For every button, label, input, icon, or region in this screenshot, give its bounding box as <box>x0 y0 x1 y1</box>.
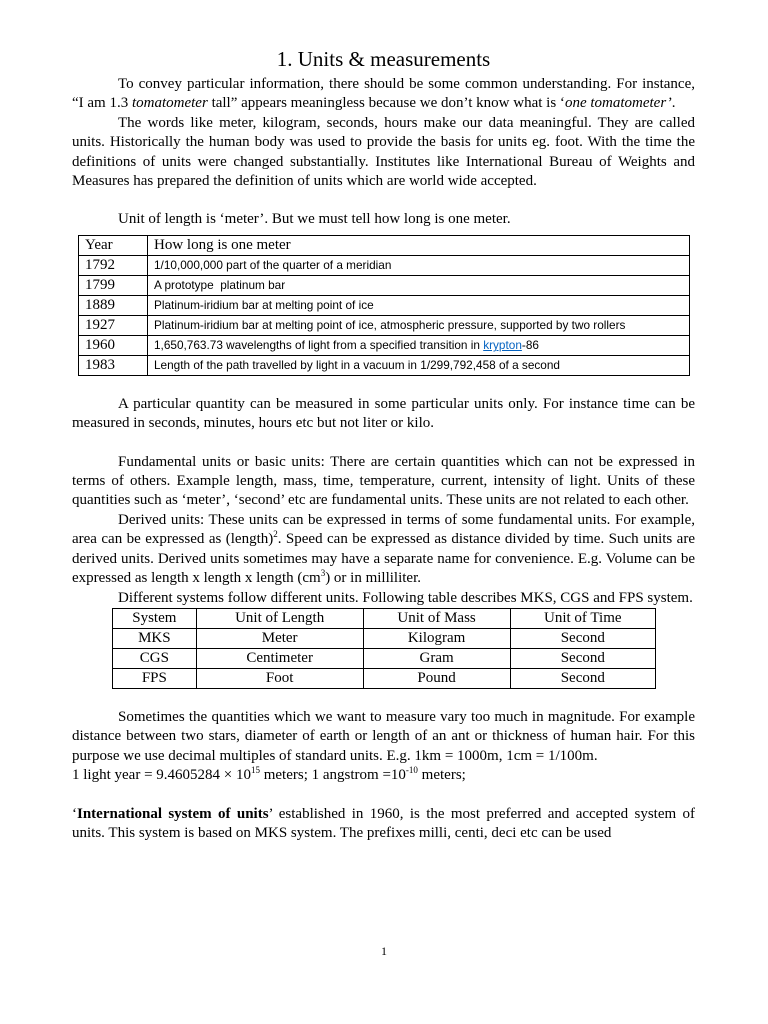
table-cell: Kilogram <box>363 628 510 648</box>
spacer <box>72 434 695 453</box>
spacer <box>72 376 695 395</box>
paragraph-units: The words like meter, kilogram, seconds, hours make our data meaningful. They are called units. Historically the human body was used to provide the basis for units eg. foot. With the time the definitions of units were changed substantially. Institutes like International Bureau of Weights and Measures has prepared the definition of units which are world wide accepted. <box>72 114 695 190</box>
paragraph-derived-units <box>72 511 695 589</box>
definition-cell: Platinum-iridium bar at melting point of ice <box>148 295 690 315</box>
table-cell: CGS <box>113 648 197 668</box>
paragraph-intro <box>72 75 695 114</box>
paragraph-light-year <box>72 766 695 785</box>
text-span: 1 light year = 9.4605284 × 10 <box>72 767 251 784</box>
text-span: meters; <box>417 767 466 784</box>
table-row <box>79 355 690 375</box>
spacer <box>72 786 695 805</box>
text-span: meters; 1 angstrom =10 <box>259 767 406 784</box>
paragraph-si-units <box>72 805 695 844</box>
text-span: 1,650,763.73 wavelengths of light from a specified transition in <box>154 338 484 353</box>
text-span: To convey particular information, there should be some common understanding. For instance, “I am 1.3 <box>72 76 695 112</box>
superscript: 3 <box>320 568 326 579</box>
table-cell: Meter <box>196 628 363 648</box>
table-row <box>79 255 690 275</box>
paragraph-systems: Different systems follow different units. Following table describes MKS, CGS and FPS system. <box>118 589 693 606</box>
bold-text: International system of units <box>77 805 269 822</box>
table-cell: Second <box>510 648 655 668</box>
text-span: Derived units: These units can be expressed in terms of some fundamental units. For example, area can be expressed as (length) <box>72 511 695 548</box>
spacer <box>72 191 695 210</box>
table-cell: MKS <box>113 628 197 648</box>
table-header-cell: Unit of Time <box>510 608 655 628</box>
year-cell: 1799 <box>79 275 148 295</box>
year-cell: 1983 <box>79 355 148 375</box>
table-row <box>79 295 690 315</box>
table-cell: Gram <box>363 648 510 668</box>
superscript: 2 <box>273 529 278 540</box>
document-page <box>72 46 695 843</box>
definition-cell <box>148 335 690 355</box>
superscript: -10 <box>405 765 418 776</box>
year-cell: 1889 <box>79 295 148 315</box>
text-span: tall” appears meaningless because we don’t know what is ‘ <box>207 95 565 112</box>
table-row <box>79 335 690 355</box>
paragraph-fundamental-units: Fundamental units or basic units: There are certain quantities which can not be expressed in terms of others. Example length, mass, time, temperature, current, intensity of light. Units of these quantities such as ‘meter’, ‘second’ etc are fundamental units. These units are not related to each other. <box>72 453 695 509</box>
definition-cell: Platinum-iridium bar at melting point of ice, atmospheric pressure, supported by two rollers <box>148 315 690 335</box>
table-cell: Second <box>510 668 655 688</box>
unit-systems-table <box>112 608 656 689</box>
text-span: . Speed can be expressed as distance divided by time. Such units are derived units. Derived units sometimes may have a separate name for convenience. E.g. Volume can be expressed as length x length x length (cm <box>72 531 695 587</box>
text-span: -86 <box>521 338 539 353</box>
table-row <box>113 668 656 688</box>
table-header-row <box>79 235 690 255</box>
table-cell: Foot <box>196 668 363 688</box>
meter-history-table <box>78 235 690 376</box>
definition-cell: A prototype platinum bar <box>148 275 690 295</box>
table-header-cell: Unit of Mass <box>363 608 510 628</box>
table-cell: Second <box>510 628 655 648</box>
paragraph-meter: Unit of length is ‘meter’. But we must tell how long is one meter. <box>118 211 511 228</box>
emphasis-text: tomatometer <box>131 95 208 112</box>
table-row <box>79 275 690 295</box>
text-span: ’ established in 1960, is the most preferred and accepted system of units. This system is based on MKS system. The prefixes milli, centi, deci etc can be used <box>72 805 695 841</box>
paragraph-quantity: A particular quantity can be measured in some particular units only. For instance time can be measured in seconds, minutes, hours etc but not liter or kilo. <box>72 395 695 432</box>
table-header-cell: Year <box>79 235 148 255</box>
paragraph-magnitude: Sometimes the quantities which we want to measure vary too much in magnitude. For example distance between two stars, diameter of earth or length of an ant or thickness of human hair. For this purpose we use decimal multiples of standard units. E.g. 1km = 1000m, 1cm = 1/100m. <box>72 708 695 764</box>
text-span: ) or in milliliter. <box>325 570 422 587</box>
page-number: 1 <box>381 944 387 958</box>
table-row <box>113 648 656 668</box>
table-row <box>79 315 690 335</box>
table-cell: FPS <box>113 668 197 688</box>
definition-cell: 1/10,000,000 part of the quarter of a meridian <box>148 255 690 275</box>
text-span: . <box>671 95 676 112</box>
table-header-cell: System <box>113 608 197 628</box>
table-row <box>113 628 656 648</box>
table-header-cell: Unit of Length <box>196 608 363 628</box>
text-span: ‘ <box>72 805 77 822</box>
year-cell: 1960 <box>79 335 148 355</box>
table-cell: Centimeter <box>196 648 363 668</box>
table-header-cell: How long is one meter <box>148 235 690 255</box>
krypton-link[interactable]: krypton <box>483 338 522 353</box>
definition-cell: Length of the path travelled by light in a vacuum in 1/299,792,458 of a second <box>148 355 690 375</box>
year-cell: 1792 <box>79 255 148 275</box>
superscript: 15 <box>250 765 260 776</box>
emphasis-text: one tomatometer’ <box>564 95 672 112</box>
table-cell: Pound <box>363 668 510 688</box>
page-title: 1. Units & measurements <box>276 47 491 71</box>
year-cell: 1927 <box>79 315 148 335</box>
spacer <box>72 689 695 708</box>
table-header-row <box>113 608 656 628</box>
